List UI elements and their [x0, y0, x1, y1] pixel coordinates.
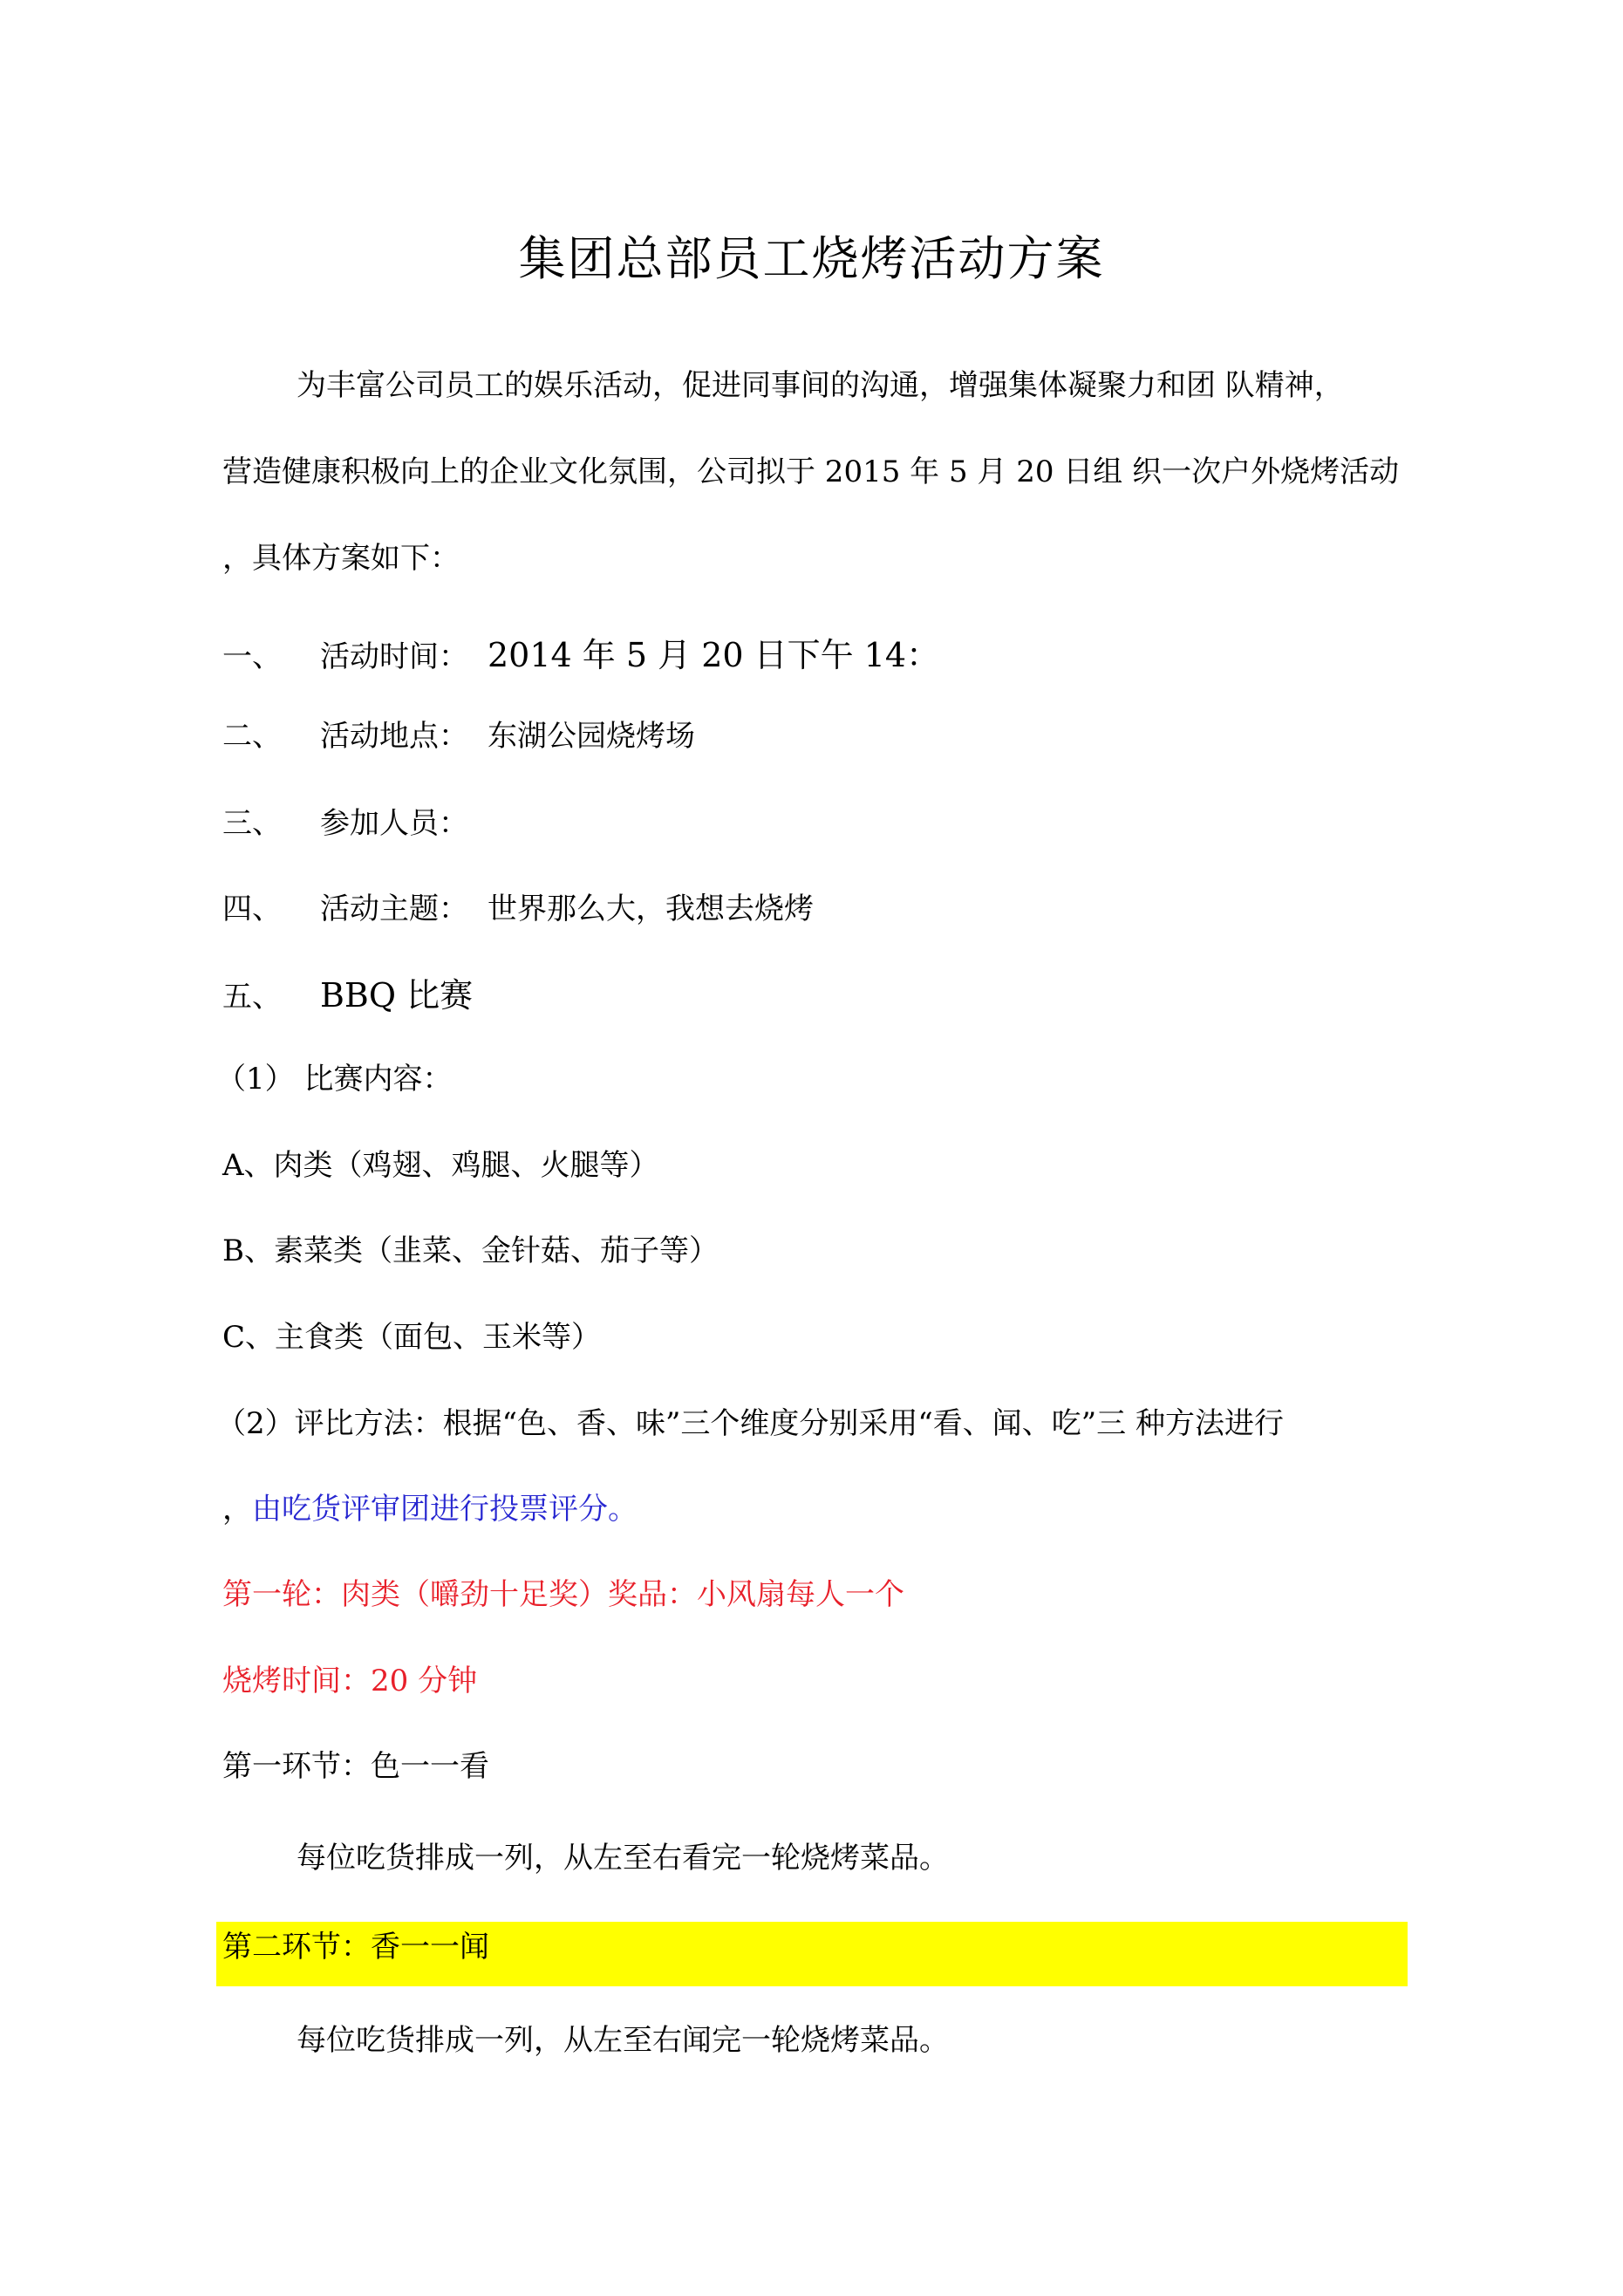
- section-label: 活动地点：: [320, 719, 468, 754]
- section-label: BBQ 比赛: [320, 976, 474, 1015]
- section-item-time: [222, 636, 939, 676]
- stage-1-description: 每位吃货排成一列，从左至右看完一轮烧烤菜品。: [297, 1841, 949, 1876]
- section-number: 一、: [222, 639, 282, 674]
- section-value: 2014 年 5 月 20 日下午 14：: [488, 636, 940, 674]
- category-meat: A、肉类（鸡翅、鸡腿、火腿等）: [222, 1148, 659, 1183]
- intro-line-2: 营造健康积极向上的企业文化氛围，公司拟于 2015 年 5 月 20 日组 织一次户外烧烤活动: [222, 454, 1400, 489]
- document-title: 集团总部员工烧烤活动方案: [518, 231, 1105, 286]
- section-label: 活动时间：: [320, 639, 468, 674]
- intro-line-3: ，具体方案如下：: [222, 541, 460, 576]
- section-label: 活动主题：: [320, 892, 468, 926]
- stage-2-description: 每位吃货排成一列，从左至右闻完一轮烧烤菜品。: [297, 2023, 949, 2058]
- stage-2-title: 第二环节：香一一闻: [222, 1930, 489, 1965]
- category-vegetable: B、素菜类（韭菜、金针菇、茄子等）: [222, 1233, 719, 1268]
- judging-method-blue-text: 由吃货评审团进行投票评分。: [252, 1492, 638, 1527]
- judging-method-prefix: ，: [222, 1492, 252, 1527]
- section-label: 参加人员：: [320, 806, 468, 841]
- category-staple: C、主食类（面包、玉米等）: [222, 1320, 602, 1355]
- section-value: 世界那么大，我想去烧烤: [488, 892, 814, 926]
- section-item-bbq-contest: [222, 976, 473, 1016]
- section-number: 二、: [222, 719, 282, 754]
- contest-content-heading: （1） 比赛内容：: [216, 1062, 453, 1097]
- stage-1-title: 第一环节：色一一看: [222, 1749, 489, 1784]
- section-value: 东湖公园烧烤场: [488, 719, 695, 754]
- section-item-participants: [222, 804, 488, 843]
- judging-method-line-1: （2）评比方法：根据“色、香、味”三个维度分别采用“看、闻、吃”三 种方法进行: [216, 1406, 1284, 1441]
- section-number: 四、: [222, 892, 282, 926]
- section-item-location: [222, 717, 695, 755]
- judging-method-line-2: [222, 1490, 638, 1528]
- round-1-heading: 第一轮：肉类（嚼劲十足奖）奖品：小风扇每人一个: [222, 1577, 904, 1612]
- section-number: 三、: [222, 806, 282, 841]
- section-number: 五、: [222, 980, 282, 1015]
- intro-line-1: 为丰富公司员工的娱乐活动，促进同事间的沟通，增强集体凝聚力和团 队精神，: [297, 368, 1344, 403]
- section-item-theme: [222, 890, 814, 928]
- round-1-time: 烧烤时间：20 分钟: [222, 1664, 478, 1698]
